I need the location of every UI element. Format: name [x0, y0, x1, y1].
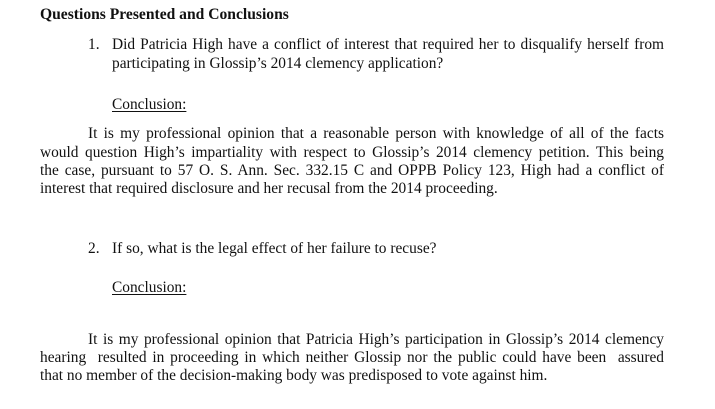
section-heading: Questions Presented and Conclusions: [40, 6, 289, 23]
conclusion-1-line-1: It is my professional opinion that a reasonable person with knowledge of all of the facts: [88, 125, 664, 142]
question-2-number: 2.: [88, 240, 100, 257]
conclusion-1-line-2: would question High’s impartiality with respect to Glossip’s 2014 clemency petition. This being: [40, 144, 664, 161]
conclusion-1-line-4: interest that required disclosure and her recusal from the 2014 proceeding.: [40, 180, 498, 197]
conclusion-1-label: Conclusion:: [112, 96, 187, 113]
conclusion-2-label: Conclusion:: [112, 279, 187, 296]
conclusion-2-line-3: that no member of the decision-making body was predisposed to vote against him.: [40, 367, 548, 384]
question-1-line-2: participating in Glossip’s 2014 clemency application?: [112, 55, 444, 72]
conclusion-2-line-2: hearing resulted in proceeding in which neither Glossip nor the public could have been assured: [40, 349, 664, 366]
question-2-line-1: If so, what is the legal effect of her failure to recuse?: [112, 240, 437, 257]
question-1-number: 1.: [88, 36, 100, 53]
conclusion-1-line-3: the case, pursuant to 57 O. S. Ann. Sec. 332.15 C and OPPB Policy 123, High had a conflict of: [40, 162, 664, 179]
question-1-line-1: Did Patricia High have a conflict of interest that required her to disqualify herself from: [112, 36, 664, 53]
conclusion-2-line-1: It is my professional opinion that Patricia High’s participation in Glossip’s 2014 clemency: [88, 331, 664, 348]
